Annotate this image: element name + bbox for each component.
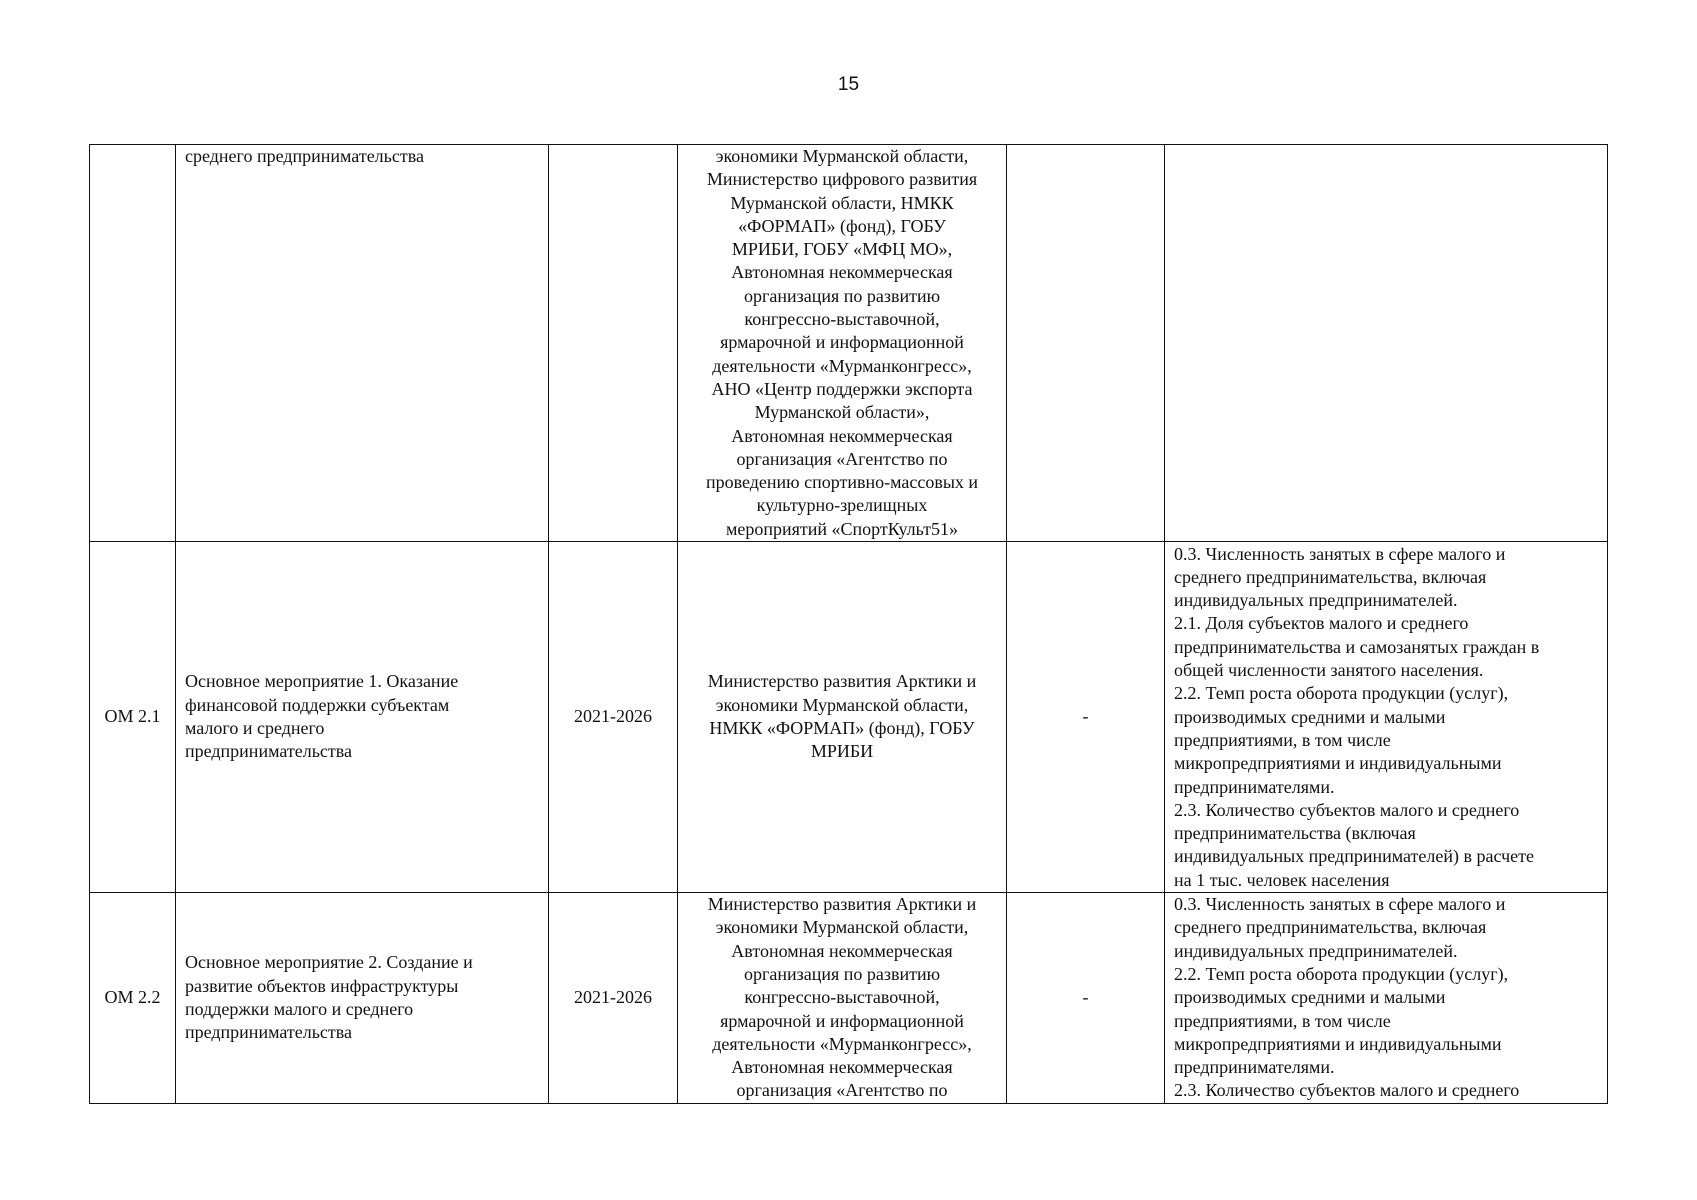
cell-text-line: индивидуальных предпринимателей. — [1174, 590, 1458, 611]
cell-text-line: экономики Мурманской области, — [715, 146, 969, 166]
cell-text-line: деятельности «Мурманконгресс», — [712, 355, 972, 376]
cell-text-line: малого и среднего — [185, 718, 325, 739]
cell-text-line: АНО «Центр поддержки экспорта — [711, 378, 973, 399]
cell-text-line: предприятиями, в том числе — [1174, 729, 1391, 750]
page-number: 15 — [837, 74, 860, 95]
cell-text-line: Автономная некоммерческая — [731, 425, 953, 446]
activity-code-cell: ОМ 2.2 — [90, 893, 176, 1104]
cell-text-line: Автономная некоммерческая — [731, 262, 953, 283]
activity-indicators-cell — [1165, 893, 1608, 1104]
cell-text-line: «ФОРМАП» (фонд), ГОБУ — [738, 215, 946, 236]
cell-text-line: 2.2. Темп роста оборота продукции (услуг), — [1174, 683, 1509, 704]
cell-text-line: на 1 тыс. человек населения — [1174, 869, 1390, 890]
cell-text-line: среднего предпринимательства, включая — [1174, 917, 1487, 938]
cell-text-line: Министерство цифрового развития — [706, 169, 978, 190]
table-row — [90, 145, 1608, 542]
cell-text-line: МРИБИ — [810, 741, 874, 762]
cell-text-line: производимых средними и малыми — [1174, 987, 1446, 1008]
activity-term-cell: 2021-2026 — [549, 893, 678, 1104]
activity-code-cell — [90, 145, 176, 542]
cell-text-line: организация «Агентство по — [736, 1080, 948, 1101]
cell-text-line: культурно-зрелищных — [756, 495, 928, 516]
cell-text-line: конгрессно-выставочной, — [744, 987, 940, 1008]
cell-text-line: предпринимательства и самозанятых граждан в — [1174, 636, 1540, 657]
cell-text-line: 2.1. Доля субъектов малого и среднего — [1174, 613, 1469, 634]
table-row — [90, 893, 1608, 1104]
cell-text-line: мероприятий «СпортКульт51» — [725, 518, 959, 539]
activity-indicators-cell — [1165, 145, 1608, 542]
cell-text-line: среднего предпринимательства — [185, 146, 424, 166]
cell-text-line: конгрессно-выставочной, — [744, 309, 940, 330]
cell-text-line: Министерство развития Арктики и — [707, 894, 977, 915]
cell-text-line: Основное мероприятие 1. Оказание — [185, 671, 459, 692]
cell-text-line: Автономная некоммерческая — [731, 940, 953, 961]
cell-text-line: Автономная некоммерческая — [731, 1057, 953, 1078]
activity-term-cell: 2021-2026 — [549, 542, 678, 893]
activity-executor-cell — [678, 542, 1007, 893]
cell-text-line: экономики Мурманской области, — [715, 694, 969, 715]
table-row — [90, 542, 1608, 893]
cell-text-line: проведению спортивно-массовых и — [705, 472, 979, 493]
activity-name-cell — [176, 145, 549, 542]
cell-text-line: МРИБИ, ГОБУ «МФЦ МО», — [731, 239, 953, 260]
activity-executor-cell — [678, 893, 1007, 1104]
cell-text-line: предпринимательства — [185, 1022, 353, 1043]
cell-text-line: индивидуальных предпринимателей. — [1174, 940, 1458, 961]
activity-link-cell: - — [1007, 542, 1165, 893]
cell-text-line: деятельности «Мурманконгресс», — [712, 1033, 972, 1054]
cell-text-line: общей численности занятого населения. — [1174, 660, 1484, 681]
activity-name-cell — [176, 542, 549, 893]
cell-text-line: предпринимателями. — [1174, 1057, 1335, 1078]
activity-code-cell: ОМ 2.1 — [90, 542, 176, 893]
activity-link-cell: - — [1007, 893, 1165, 1104]
cell-text-line: организация по развитию — [743, 285, 941, 306]
cell-text-line: индивидуальных предпринимателей) в расчете — [1174, 846, 1535, 867]
cell-text-line: предпринимательства (включая — [1174, 823, 1416, 844]
activity-term-cell — [549, 145, 678, 542]
cell-text-line: 2.2. Темп роста оборота продукции (услуг), — [1174, 963, 1509, 984]
cell-text-line: финансовой поддержки субъектам — [185, 694, 450, 715]
cell-text-line: среднего предпринимательства, включая — [1174, 566, 1487, 587]
cell-text-line: производимых средними и малыми — [1174, 706, 1446, 727]
activity-link-cell — [1007, 145, 1165, 542]
cell-text-line: 0.3. Численность занятых в сфере малого и — [1174, 543, 1506, 564]
cell-text-line: экономики Мурманской области, — [715, 917, 969, 938]
cell-text-line: Основное мероприятие 2. Создание и — [185, 952, 473, 973]
cell-text-line: предпринимательства — [185, 741, 353, 762]
activities-table — [89, 144, 1608, 1104]
cell-text-line: НМКК «ФОРМАП» (фонд), ГОБУ — [709, 718, 975, 739]
cell-text-line: организация «Агентство по — [736, 448, 948, 469]
activity-executor-cell — [678, 145, 1007, 542]
cell-text-line: предпринимателями. — [1174, 776, 1335, 797]
cell-text-line: Мурманской области, НМКК — [730, 192, 954, 213]
activity-indicators-cell — [1165, 542, 1608, 893]
cell-text-line: предприятиями, в том числе — [1174, 1010, 1391, 1031]
activity-name-cell — [176, 893, 549, 1104]
cell-text-line: ярмарочной и информационной — [720, 332, 964, 353]
cell-text-line: микропредприятиями и индивидуальными — [1174, 753, 1502, 774]
cell-text-line: Мурманской области», — [754, 402, 930, 423]
cell-text-line: поддержки малого и среднего — [185, 999, 414, 1020]
cell-text-line: 2.3. Количество субъектов малого и среднего — [1174, 1080, 1520, 1101]
cell-text-line: развитие объектов инфраструктуры — [185, 975, 459, 996]
cell-text-line: 2.3. Количество субъектов малого и среднего — [1174, 799, 1520, 820]
cell-text-line: микропредприятиями и индивидуальными — [1174, 1033, 1502, 1054]
cell-text-line: организация по развитию — [743, 963, 941, 984]
cell-text-line: Министерство развития Арктики и — [707, 671, 977, 692]
cell-text-line: 0.3. Численность занятых в сфере малого и — [1174, 894, 1506, 915]
cell-text-line: ярмарочной и информационной — [720, 1010, 964, 1031]
